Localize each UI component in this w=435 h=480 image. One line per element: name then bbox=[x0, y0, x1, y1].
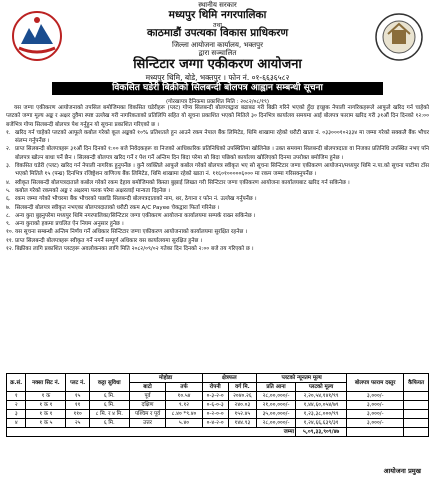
item-number: १२. bbox=[6, 246, 14, 253]
list-item bbox=[6, 129, 429, 146]
total-label: जम्मा bbox=[7, 428, 296, 437]
sub-sqm: वर्ग मि. bbox=[228, 383, 256, 392]
sub-direction: तर्फ bbox=[166, 383, 202, 392]
col-frontage: मोहोडा bbox=[129, 374, 202, 383]
cell bbox=[404, 392, 429, 401]
cell: २८,००,०००/- bbox=[257, 392, 296, 401]
list-item bbox=[6, 204, 429, 212]
item-number: ३. bbox=[6, 163, 11, 170]
list-item bbox=[6, 162, 429, 179]
cell bbox=[347, 428, 404, 437]
cell: पूर्व bbox=[129, 392, 166, 401]
cell: ६ मि. bbox=[89, 401, 129, 410]
plot-table bbox=[6, 373, 429, 437]
item-number: ५. bbox=[6, 187, 11, 194]
cell: ०-६-०-३ bbox=[202, 401, 228, 410]
cell: ३,०००/- bbox=[347, 410, 404, 419]
header-line-0: स्थानीय सरकार bbox=[198, 1, 237, 9]
item-text: प्राप्त सिलबन्दी बोलपत्रहरू ३१औं दिन दिनको १:०० बजे निवेदकहरू वा निजको आधिकारिक प्रतिनिधिको उपस्थितिमा खोलिनेछ । उक्त समयमा सिलबन्दी बोलपत्रदाता वा निजका प्रतिनिधि उपस्थित नभए पनि बोलपत्र खोल्न बाधा पर्ने छैन । सिलबन्दी बोलपत्र खरिद गर्ने र पेश गर्ने अन्तिम दिन बिदा परेमा सो बिदा पछिको कार्यालय खोलिएको दिनमा उपरोक्त बमोजिम हुनेछ । bbox=[15, 146, 429, 161]
table-row bbox=[7, 392, 429, 401]
item-text: विकसित घडेरी (प्लट) खरिद गर्न नेपाली नागरिक हुनुपर्नेछ । कुनै व्यक्तिले आफूले कबोल गरेको बोलपत्र स्वीकृत भए सो सूचना सिन्टिटार जग्गा एकीकरण आयोजना/मध्यपुर थिमि न.पा.को सूचना पाटीमा टाँस भएको मितिले १५ (पन्ध्र) दिनभित्र रजिष्ट्रेशन वाणिज्य बैंक लिमिटेड, थिमि शाखामा रहेको खाता नं. ११६०१०००००६००० मा रकम जम्मा गरिसक्नुपर्नेछ । bbox=[15, 163, 429, 178]
cell: १ bbox=[7, 392, 26, 401]
item-text: प्राप्त सिलबन्दी बोलपत्रहरू स्वीकृत गर्ने नगर्ने सम्पूर्ण अधिकार यस कार्यालयमा सुरक्षित हुनेछ । bbox=[15, 237, 203, 244]
cell: १०.५४ bbox=[166, 392, 202, 401]
cell: ११ bbox=[66, 401, 90, 410]
list-item bbox=[6, 179, 429, 187]
cell: १ क ५ bbox=[26, 419, 66, 428]
item-text: स्वीकृत सिलबन्दी बोलपत्रदाताले कबोल गरेको रकम देहाय बमोजिमको किस्ता बुझाई लिखत गरी सिन्टिटार जग्गा एकीकरण आयोजना कार्यालयबाट खरिद गर्न सकिनेछ । bbox=[15, 179, 350, 186]
cell: २४०.०३ bbox=[228, 401, 256, 410]
district-office: जिल्ला आयोजना कार्यालय, भक्तपुर bbox=[172, 41, 263, 49]
table-header-row bbox=[7, 374, 429, 383]
cell: ८ मि. र ४ मि. bbox=[89, 410, 129, 419]
total-value: ५,०९,३३,९०९/४७ bbox=[296, 428, 347, 437]
list-item bbox=[6, 212, 429, 220]
sub-per-aana: प्रति आना bbox=[257, 383, 296, 392]
sub-road: बाटो bbox=[129, 383, 166, 392]
col-min-price: प्लटको न्यूनतम मूल्य bbox=[257, 374, 347, 383]
publication-date: (गोरखापत्र दैनिकमा प्रकाशित मिति : २०८२/०८/१९) bbox=[165, 99, 269, 105]
cell bbox=[404, 410, 429, 419]
project-address: मध्यपुर थिमि, बोडे, भक्तपुर । फोन नं. ०१-६६३६५८२ bbox=[145, 73, 290, 82]
intro-paragraph: यस जग्गा एकीकरण आयोजनाको तपसिल बमोजिमका विकसित घडेरीहरू (प्लट) गोप्य सिलबन्दी बोलपत्रद्वारा बढाबढ गरी बिक्री गरिने भएको हुँदा इच्छुक नेपाली नागरिकहरूले आफुले खरिद गर्न चाहेको प्लटको जग्गा मूल्य अङ्क र अक्षर दुवैमा स्पष्ट उल्लेख गरी नागरिकताको प्रतिलिपि सहित यो सूचना प्रकाशित भएको मितिले ३० दिनभित्र कार्यालय समयमा आई बोलपत्र फाराम खरिद गरी ३१औं दिन दिनको १२:०० बजेभित्र गोप्य सिलबन्दी बोलपत्र पेश गर्नुहुन यो सूचना प्रकाशित गरिएको छ । bbox=[6, 105, 429, 128]
item-number: १०. bbox=[6, 229, 14, 236]
item-text: रकम जम्मा गरेको भौचरमा बैंक भौचरको पछाडि सिलबन्दी बोलपत्रदाताको नाम, थर, ठेगाना र फोन नं. उल्लेख गर्नुपर्नेछ । bbox=[15, 196, 257, 203]
cell: ४ bbox=[7, 419, 26, 428]
cell: ०-३-२-० bbox=[202, 392, 228, 401]
cell: २ bbox=[7, 401, 26, 410]
header-conjunction: तथा bbox=[213, 22, 222, 29]
cell: १,२४,६६,६३९/३१ bbox=[296, 419, 347, 428]
item-number: ८. bbox=[6, 212, 11, 219]
cell: १४४.९३ bbox=[228, 419, 256, 428]
col-area: क्षेत्रफल bbox=[202, 374, 256, 383]
cell: ६ मि. bbox=[89, 419, 129, 428]
cell: २५ bbox=[66, 419, 90, 428]
table-row bbox=[7, 410, 429, 419]
col-serial: क्र.सं. bbox=[7, 374, 26, 392]
cell: ०-४-२-० bbox=[202, 419, 228, 428]
municipality-name: मध्यपुर थिमि नगरपालिका bbox=[168, 9, 267, 21]
signatory: आयोजना प्रमुख bbox=[383, 467, 421, 475]
cell: उत्तर bbox=[129, 419, 166, 428]
item-number: १. bbox=[6, 129, 11, 136]
col-form-fee: बोलपत्र फाराम दस्तुर bbox=[347, 374, 404, 392]
notice-body bbox=[6, 104, 429, 253]
col-remarks: कैफियत bbox=[404, 374, 429, 392]
list-item bbox=[6, 187, 429, 195]
cell: ३,०००/- bbox=[347, 401, 404, 410]
cell: ९.१२ bbox=[166, 401, 202, 410]
cell: दक्षिण bbox=[129, 401, 166, 410]
project-title: सिन्टिटार जग्गा एकीकरण आयोजना bbox=[133, 57, 302, 72]
sub-plot-price: प्लटको मूल्य bbox=[296, 383, 347, 392]
item-text: बिक्रीका लागि प्रकाशित प्लटहरू अवलोकनका लागि मिति २०८२/०९/०२ गतेका दिन दिनको २:०० बजे तय गरिएको छ । bbox=[15, 246, 254, 253]
list-item bbox=[6, 220, 429, 228]
table-row bbox=[7, 419, 429, 428]
list-item bbox=[6, 228, 429, 236]
cell bbox=[404, 401, 429, 410]
cell: १ क bbox=[26, 392, 66, 401]
cell: २८,००,०००/- bbox=[257, 419, 296, 428]
item-text: अन्य कुराको हकमा प्रचलित ऐन नियम अनुसार हुनेछ । bbox=[15, 221, 124, 228]
sub-ropani: रोपनी bbox=[202, 383, 228, 392]
cell: १५ bbox=[66, 392, 90, 401]
cell: १५२.४५ bbox=[228, 410, 256, 419]
cell: १,२३,३८,०००/९९ bbox=[296, 410, 347, 419]
cell bbox=[404, 428, 429, 437]
cell: ५.४० bbox=[166, 419, 202, 428]
item-text: अन्य कुरा बुझ्नुपरेमा मध्यपुर थिमि नगरपालिका/सिन्टिटार जग्गा एकीकरण आयोजना कार्यालयमा सम्पर्क राख्न सकिनेछ । bbox=[15, 212, 256, 219]
list-item bbox=[6, 237, 429, 245]
table-row bbox=[7, 401, 429, 410]
cell: २१,००,०००/- bbox=[257, 401, 296, 410]
item-number: ४. bbox=[6, 179, 11, 186]
operated-by: द्वारा सञ्चालित bbox=[198, 49, 237, 57]
cell: ३,०००/- bbox=[347, 419, 404, 428]
item-text: खरिद गर्न चाहेको प्लटको आफूले कबोल गरेको कूल अङ्कको १०% प्रतिशतले हुन आउने रकम नेपाल बैंक लिमिटेड, थिमि शाखामा रहेको धरौटी खाता नं. ०३३०००१०२३३४ मा जम्मा गरेको सक्कलै बैंक भौचर संलग्न गर्नुपर्नेछ । bbox=[15, 129, 429, 145]
cell: ३,०००/- bbox=[347, 392, 404, 401]
cell: २,२०,५४,१४१/९९ bbox=[296, 392, 347, 401]
notice-banner: विकसित घडेरी बिक्रीको सिलबन्दी बोलपत्र आह्वान सम्बन्धी सूचना bbox=[52, 82, 383, 95]
cell: ८.४० *९.४० bbox=[166, 410, 202, 419]
cell: ६ मि. bbox=[89, 392, 129, 401]
cell: ३ bbox=[7, 410, 26, 419]
cell: ०-२-०-० bbox=[202, 410, 228, 419]
col-road-access: कट्टा सुविधा bbox=[89, 374, 129, 392]
item-number: ११. bbox=[6, 237, 14, 244]
cell: १ क १ bbox=[26, 401, 66, 410]
list-item bbox=[6, 245, 429, 253]
col-map-sheet: नक्सा सिट नं. bbox=[26, 374, 66, 392]
authority-name: काठमाडौं उपत्यका विकास प्राधिकरण bbox=[146, 27, 289, 39]
item-text: यस सूचना सम्बन्धी अन्तिम निर्णय गर्ने अधिकार सिन्टिटार जग्गा एकीकरण आयोजनाको कार्यालयमा सुरक्षित रहनेछ । bbox=[15, 229, 248, 236]
item-number: ७. bbox=[6, 204, 11, 211]
cell: २०४०.२६ bbox=[228, 392, 256, 401]
list-item bbox=[6, 145, 429, 162]
cell: १,४४,६०,०५४/७९ bbox=[296, 401, 347, 410]
item-number: ९. bbox=[6, 221, 11, 228]
table-total-row bbox=[7, 428, 429, 437]
item-text: कबोल गरेको रकमको अङ्क र अक्षरमा फरक परेमा अक्षरलाई मान्यता दिइनेछ । bbox=[15, 187, 170, 194]
item-text: सिलबन्दी बोलपत्र स्वीकृत नभएका बोलपत्रदाताको धरौटी रकम A/C Payee चेकद्वारा फिर्ता गरिनेछ । bbox=[15, 204, 220, 211]
cell: १ क १ bbox=[26, 410, 66, 419]
cell: पश्चिम र पूर्व bbox=[129, 410, 166, 419]
list-item bbox=[6, 195, 429, 203]
item-number: ६. bbox=[6, 196, 11, 203]
col-plot-no: प्लट नं. bbox=[66, 374, 90, 392]
cell bbox=[404, 419, 429, 428]
item-number: २. bbox=[6, 146, 11, 153]
cell: ३५,००,०००/- bbox=[257, 410, 296, 419]
cell: ११० bbox=[66, 410, 90, 419]
notice-header bbox=[5, 0, 430, 96]
